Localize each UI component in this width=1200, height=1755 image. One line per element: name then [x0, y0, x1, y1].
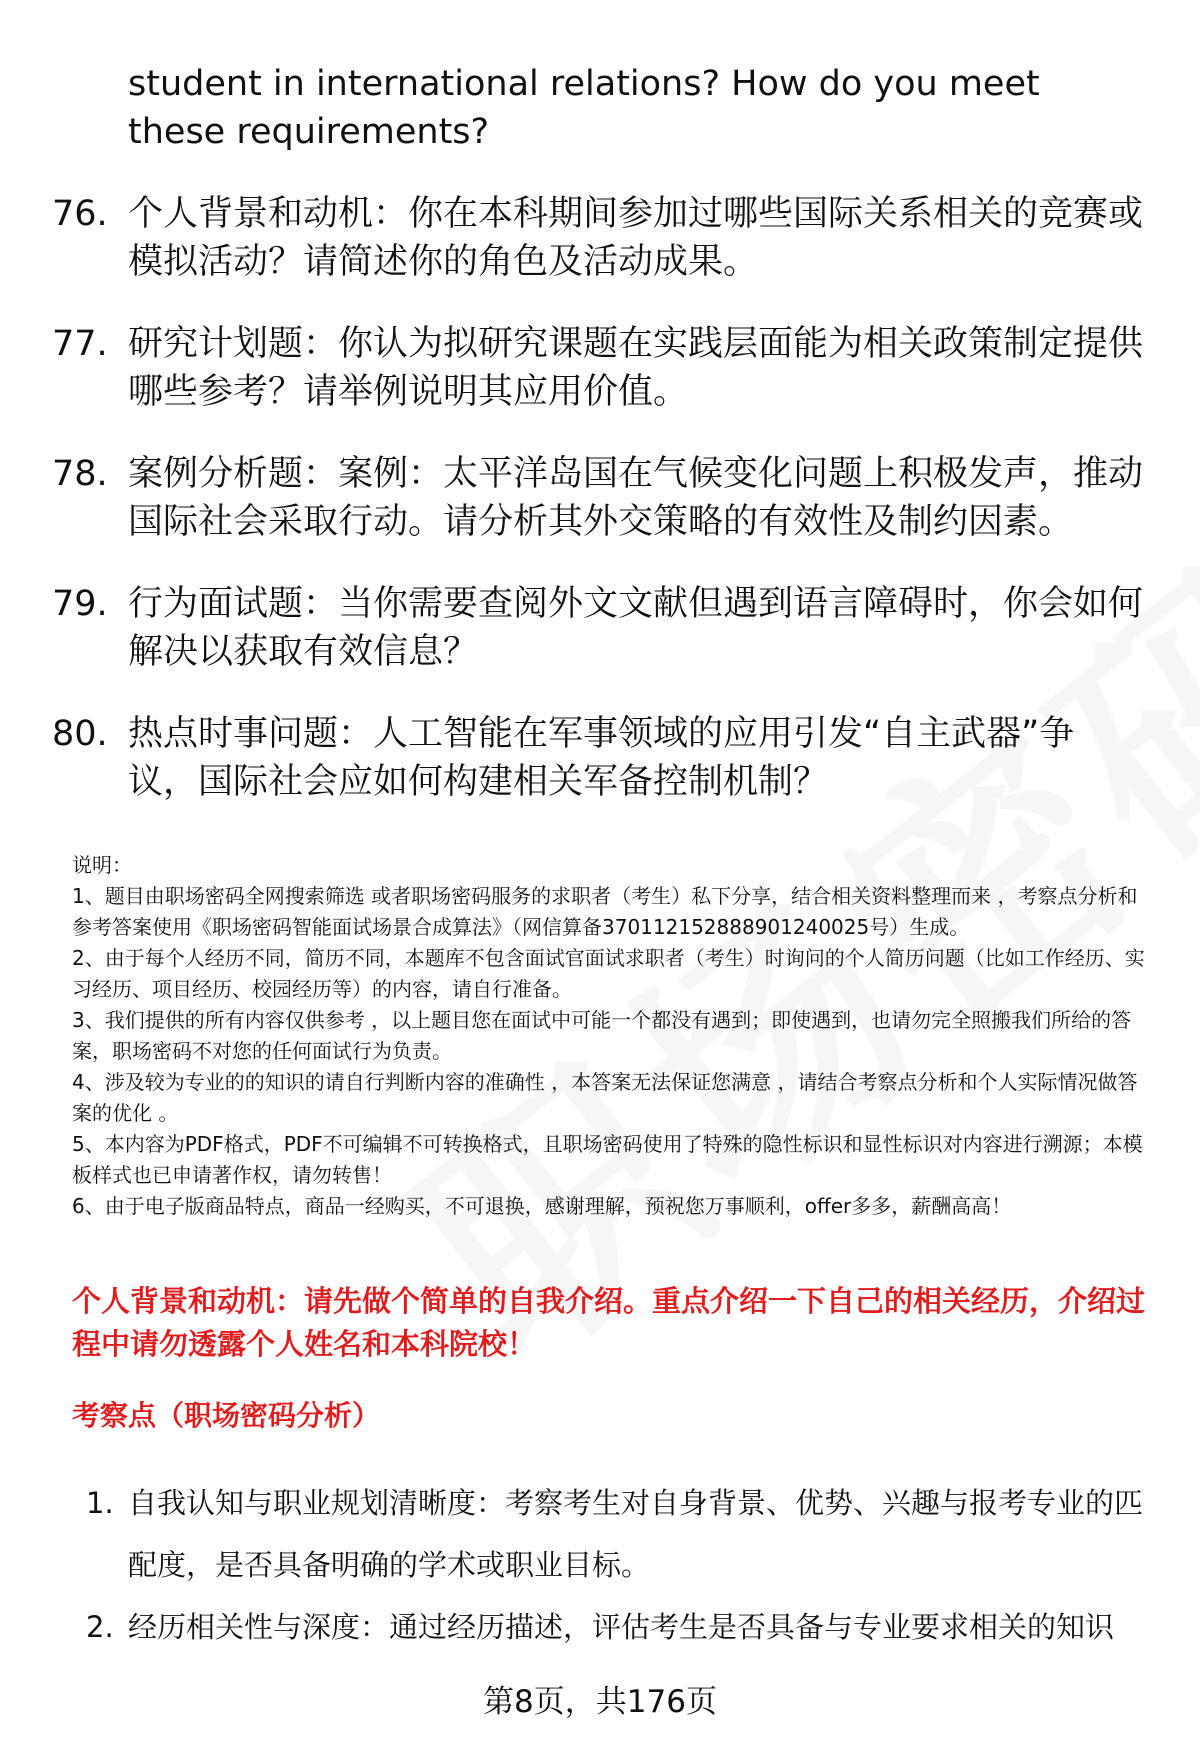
analysis-section-label: 考察点（职场密码分析） [72, 1399, 381, 1432]
question-text: 案例分析题：案例：太平洋岛国在气候变化问题上积极发声，推动国际社会采取行动。请分析其外交策略的有效性及制约因素。 [128, 454, 1144, 542]
point-number: 1. [86, 1486, 114, 1520]
page-footer: 第8页，共176页 [483, 1684, 717, 1720]
analysis-point-list [0, 1472, 1200, 1644]
question-list [0, 190, 1200, 840]
point-text: 经历相关性与深度：通过经历描述，评估考生是否具备与专业要求相关的知识 [128, 1610, 1115, 1644]
note-line: 2、由于每个人经历不同，简历不同，本题库不包含面试官面试求职者（考生）时询问的个人简历问题（比如工作经历、实习经历、项目经历、校园经历等）的内容，请自行准备。 [72, 946, 1145, 1001]
question-item [0, 450, 1200, 566]
point-number: 2. [86, 1610, 114, 1644]
question-item [0, 320, 1200, 436]
note-line: 4、涉及较为专业的的知识的请自行判断内容的准确性 ，本答案无法保证您满意 ，请结合考察点分析和个人实际情况做答案的优化 。 [72, 1070, 1138, 1125]
note-line: 6、由于电子版商品特点，商品一经购买，不可退换，感谢理解，预祝您万事顺利，offer多多，薪酬高高！ [72, 1194, 1012, 1218]
question-number: 79. [52, 584, 108, 624]
question-heading: 个人背景和动机：请先做个简单的自我介绍。重点介绍一下自己的相关经历，介绍过程中请勿透露个人姓名和本科院校！ [72, 1284, 1146, 1361]
question-number: 78. [52, 454, 108, 494]
note-line: 1、题目由职场密码全网搜索筛选 或者职场密码服务的求职者（考生）私下分享，结合相关资料整理而来 ，考察点分析和参考答案使用《职场密码智能面试场景合成算法》（网信算备370112152888901240025号）生成。 [72, 884, 1138, 939]
question-item [0, 190, 1200, 306]
question-item [0, 710, 1200, 826]
question-text: 研究计划题：你认为拟研究课题在实践层面能为相关政策制定提供哪些参考？请举例说明其应用价值。 [128, 324, 1144, 412]
question-text: 个人背景和动机：你在本科期间参加过哪些国际关系相关的竞赛或模拟活动？请简述你的角色及活动成果。 [128, 194, 1144, 282]
note-line: 3、我们提供的所有内容仅供参考 ，以上题目您在面试中可能一个都没有遇到；即使遇到，也请勿完全照搬我们所给的答案，职场密码不对您的任何面试行为负责。 [72, 1008, 1132, 1063]
question-number: 80. [52, 714, 108, 754]
notes-title: 说明： [72, 853, 132, 877]
question-text: 行为面试题：当你需要查阅外文文献但遇到语言障碍时，你会如何解决以获取有效信息？ [128, 584, 1144, 672]
question-number: 76. [52, 194, 108, 234]
point-text: 自我认知与职业规划清晰度：考察考生对自身背景、优势、兴趣与报考专业的匹配度，是否具备明确的学术或职业目标。 [128, 1486, 1144, 1582]
question-75-continuation: student in international relations? How do you meet these requirements? [128, 64, 1040, 152]
notes-block [72, 850, 1152, 1222]
question-text: 热点时事问题：人工智能在军事领域的应用引发“自主武器”争议，国际社会应如何构建相关军备控制机制？ [128, 714, 1075, 802]
analysis-point [0, 1472, 1200, 1596]
note-line: 5、本内容为PDF格式，PDF不可编辑不可转换格式，且职场密码使用了特殊的隐性标识和显性标识对内容进行溯源；本模板样式也已申请著作权，请勿转售！ [72, 1132, 1143, 1187]
question-number: 77. [52, 324, 108, 364]
question-item [0, 580, 1200, 696]
